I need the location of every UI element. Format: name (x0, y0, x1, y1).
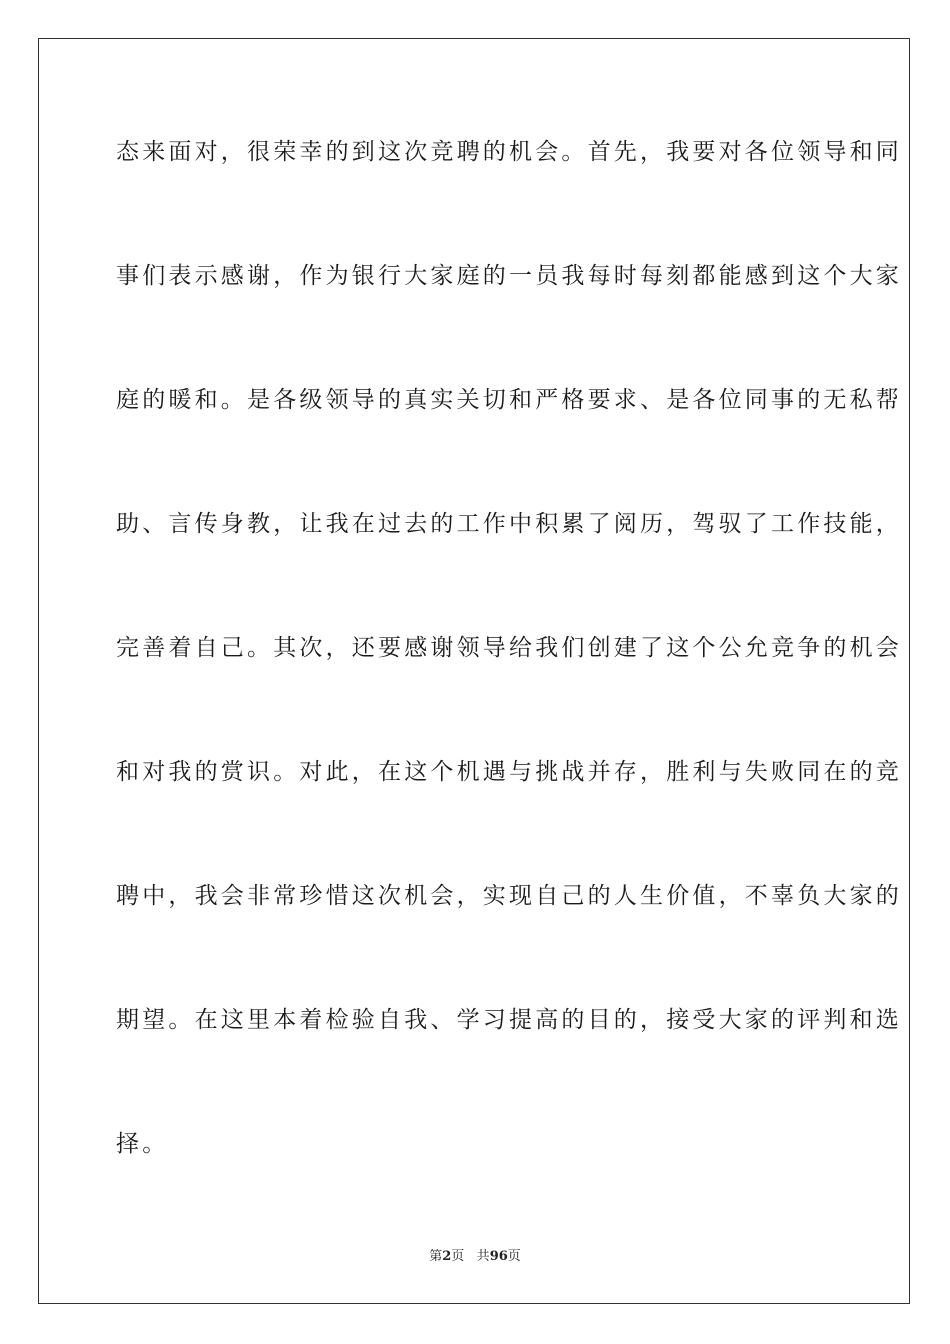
page-border (38, 38, 910, 1304)
body-text-line-8: 期望。在这里本着检验自我、学习提高的目的，接受大家的评判和选 (116, 1007, 902, 1033)
total-suffix: 页 (507, 1249, 521, 1264)
body-text-line-5: 完善着自己。其次，还要感谢领导给我们创建了这个公允竞争的机会 (116, 635, 902, 661)
total-prefix: 共 (476, 1249, 490, 1264)
page-number: 2 (442, 1249, 452, 1264)
body-text-line-1: 态来面对，很荣幸的到这次竞聘的机会。首先，我要对各位领导和同 (116, 139, 902, 165)
body-text-line-6: 和对我的赏识。对此，在这个机遇与挑战并存，胜利与失败同在的竞 (116, 759, 902, 785)
body-text-line-4: 助、言传身教，让我在过去的工作中积累了阅历，驾驭了工作技能， (116, 511, 902, 537)
total-pages: 96 (489, 1249, 508, 1264)
page-prefix: 第 (429, 1249, 443, 1264)
body-text-line-3: 庭的暖和。是各级领导的真实关切和严格要求、是各位同事的无私帮 (116, 387, 902, 413)
page-footer (0, 1248, 950, 1266)
page-suffix: 页 (451, 1249, 465, 1264)
body-text-line-2: 事们表示感谢，作为银行大家庭的一员我每时每刻都能感到这个大家 (116, 263, 902, 289)
body-text-line-7: 聘中，我会非常珍惜这次机会，实现自己的人生价值，不辜负大家的 (116, 883, 902, 909)
body-text-line-9: 择。 (116, 1131, 169, 1157)
